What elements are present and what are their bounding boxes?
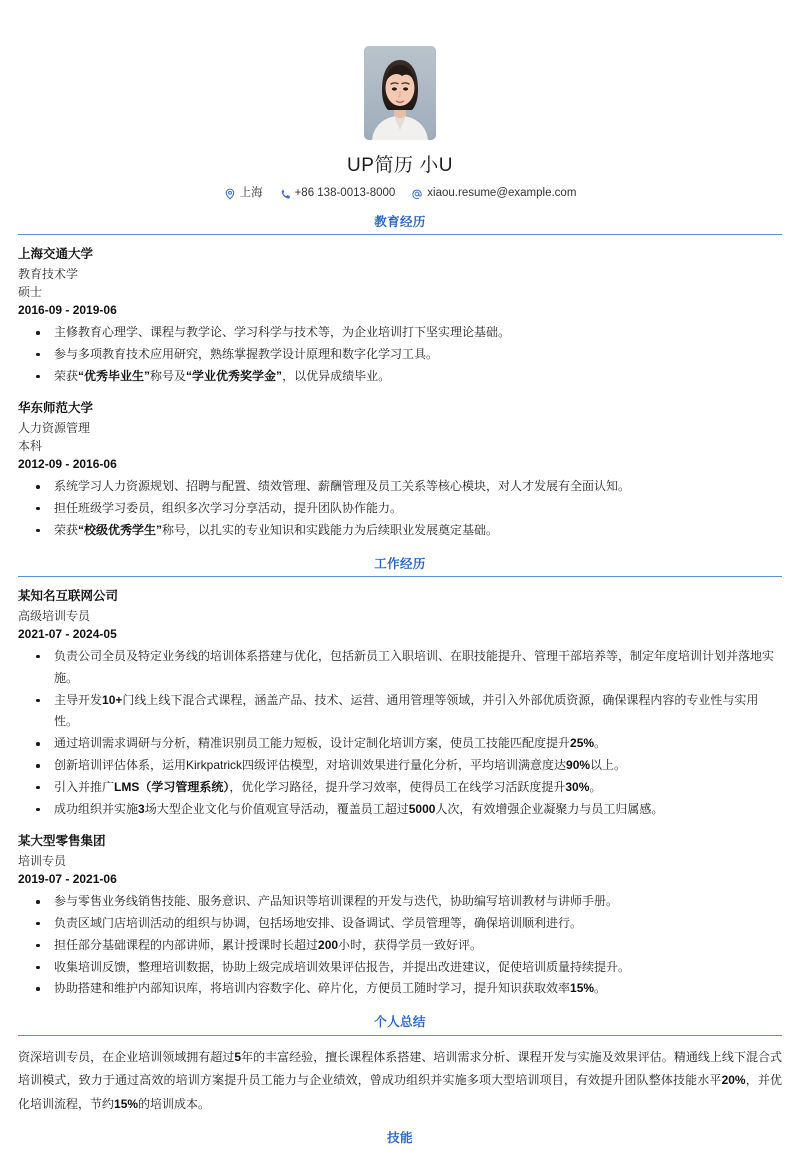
bullet-item: 负责区域门店培训活动的组织与协调，包括场地安排、设备调试、学员管理等，确保培训顺利进行。 (18, 913, 782, 935)
section-divider (18, 576, 782, 577)
contact-location-text: 上海 (239, 186, 263, 199)
education-school: 华东师范大学 (18, 401, 94, 416)
bullet-item: 参与零售业务线销售技能、服务意识、产品知识等培训课程的开发与迭代，协助编写培训教材与讲师手册。 (18, 891, 782, 913)
bullet-item: 主修教育心理学、课程与教学论、学习科学与技术等，为企业培训打下坚实理论基础。 (18, 322, 782, 344)
section-divider (18, 234, 782, 235)
education-entry (18, 245, 782, 387)
education-bullets (18, 322, 782, 387)
education-bullets (18, 476, 782, 541)
bullet-item: 协助搭建和维护内部知识库，将培训内容数字化、碎片化，方便员工随时学习，提升知识获取效率15%。 (18, 978, 782, 1000)
bullet-item: 负责公司全员及特定业务线的培训体系搭建与优化，包括新员工入职培训、在职技能提升、管理干部培养等，制定年度培训计划并落地实施。 (18, 646, 782, 690)
contact-phone-text: +86 138-0013-8000 (294, 186, 396, 199)
bullet-item: 主导开发10+门线上线下混合式课程，涵盖产品、技术、运营、通用管理等领域，并引入外部优质资源，确保课程内容的专业性与实用性。 (18, 690, 782, 734)
bullet-item: 通过培训需求调研与分析，精准识别员工能力短板，设计定制化培训方案，使员工技能匹配度提升25%。 (18, 733, 782, 755)
education-degree: 硕士 (18, 284, 43, 299)
page-title: UP简历 小U (347, 155, 453, 176)
contact-location (224, 188, 263, 200)
section-skills (18, 1132, 782, 1151)
section-divider (18, 1035, 782, 1036)
contact-phone (279, 188, 396, 200)
bullet-item: 荣获“校级优秀学生”称号，以扎实的专业知识和实践能力为后续职业发展奠定基础。 (18, 520, 782, 542)
bullet-item: 收集培训反馈，整理培训数据，协助上级完成培训效果评估报告，并提出改进建议，促使培训质量持续提升。 (18, 957, 782, 979)
education-degree: 本科 (18, 438, 43, 453)
bullet-item: 引入并推广LMS（学习管理系统），优化学习路径，提升学习效率，使得员工在线学习活跃度提升30%。 (18, 777, 782, 799)
bullet-item: 参与多项教育技术应用研究，熟练掌握教学设计原理和数字化学习工具。 (18, 344, 782, 366)
section-title-education: 教育经历 (374, 214, 426, 229)
work-role: 高级培训专员 (18, 608, 91, 623)
section-title-summary: 个人总结 (374, 1015, 426, 1030)
section-work-experience (18, 558, 782, 1001)
bullet-item: 荣获“优秀毕业生”称号及“学业优秀奖学金”，以优异成绩毕业。 (18, 366, 782, 388)
section-title-skills: 技能 (387, 1131, 413, 1146)
work-dates: 2021-07 - 2024-05 (18, 626, 117, 641)
work-bullets (18, 891, 782, 1000)
education-dates: 2012-09 - 2016-06 (18, 456, 117, 471)
resume-header (18, 0, 782, 200)
education-major: 教育技术学 (18, 266, 79, 281)
summary-paragraph: 资深培训专员，在企业培训领域拥有超过5年的丰富经验，擅长课程体系搭建、培训需求分析、课程开发与实施及效果评估。精通线上线下混合式培训模式，致力于通过高效的培训方案提升员工能力与企业绩效，曾成功组织并实施多项大型培训项目，有效提升团队整体技能水平20%，并优化培训流程，节约15%的培训成本。 (18, 1049, 782, 1111)
work-entry (18, 587, 782, 820)
portrait-photo (364, 46, 436, 140)
work-role: 培训专员 (18, 853, 67, 868)
section-title-work: 工作经历 (374, 556, 426, 571)
education-dates: 2016-09 - 2019-06 (18, 302, 117, 317)
section-summary (18, 1016, 782, 1116)
bullet-item: 系统学习人力资源规划、招聘与配置、绩效管理、薪酬管理及员工关系等核心模块，对人才发展有全面认知。 (18, 476, 782, 498)
education-school: 上海交通大学 (18, 247, 94, 262)
location-pin-icon (224, 188, 236, 200)
bullet-item: 成功组织并实施3场大型企业文化与价值观宣导活动，覆盖员工超过5000人次，有效增强企业凝聚力与员工归属感。 (18, 799, 782, 821)
contact-row (18, 188, 782, 200)
contact-email (411, 188, 576, 200)
bullet-item: 创新培训评估体系，运用Kirkpatrick四级评估模型，对培训效果进行量化分析，平均培训满意度达90%以上。 (18, 755, 782, 777)
work-company: 某知名互联网公司 (18, 589, 119, 604)
work-company: 某大型零售集团 (18, 834, 106, 849)
bullet-item: 担任部分基础课程的内部讲师，累计授课时长超过200小时，获得学员一致好评。 (18, 935, 782, 957)
email-at-icon (411, 188, 423, 200)
phone-icon (279, 188, 291, 200)
contact-email-text: xiaou.resume@example.com (427, 186, 577, 199)
work-dates: 2019-07 - 2021-06 (18, 871, 117, 886)
education-entry (18, 399, 782, 541)
work-entry (18, 832, 782, 1000)
education-major: 人力资源管理 (18, 420, 91, 435)
section-education (18, 216, 782, 542)
bullet-item: 担任班级学习委员，组织多次学习分享活动，提升团队协作能力。 (18, 498, 782, 520)
work-bullets (18, 646, 782, 821)
